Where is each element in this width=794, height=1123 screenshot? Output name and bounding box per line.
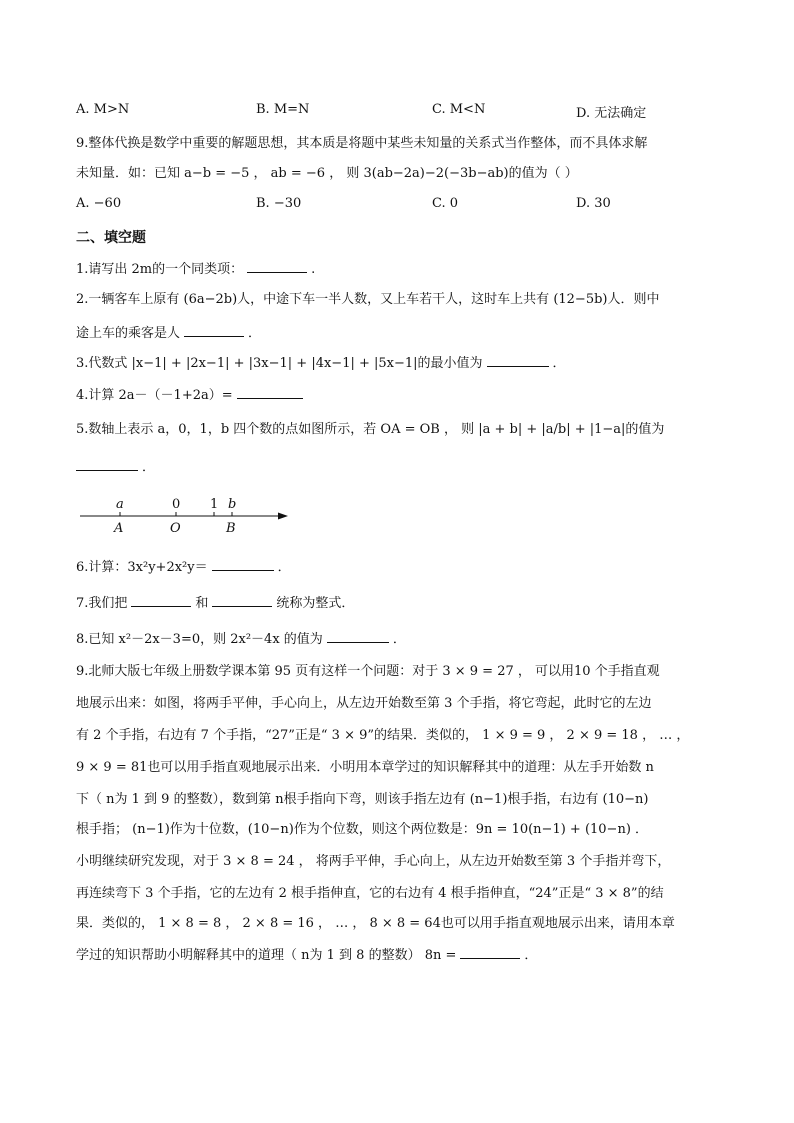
fill-q1: 1.请写出 2m的一个同类项： .	[76, 258, 315, 280]
option-c: C. 0	[432, 196, 459, 211]
fill-q9-text: 学过的知识帮助小明解释其中的道理（ n为 1 到 8 的整数） 8n =	[76, 948, 457, 963]
answer-blank[interactable]	[487, 352, 549, 367]
option-a: A. −60	[76, 196, 122, 211]
q9-line-2: 未知量．如：已知 a−b = −5 ， ab = −6 ， 则 3(ab−2a)−2(−3b−ab)的值为（ ）	[76, 166, 578, 181]
answer-blank[interactable]	[212, 592, 272, 607]
fill-q9-line: 9 × 9 = 81也可以用手指直观地展示出来．小明用本章学过的知识解释其中的道理：从左手开始数 n	[76, 760, 654, 775]
fill-q9-line: 地展示出来：如图，将两手平伸，手心向上，从左边开始数至第 3 个手指，将它弯起，此时它的左边	[76, 696, 652, 711]
fill-q8-text: 8.已知 x²－2x－3=0，则 2x²－4x 的值为	[76, 632, 323, 647]
answer-blank[interactable]	[184, 322, 244, 337]
answer-blank[interactable]	[247, 258, 307, 273]
fill-q7-text-a: 7.我们把	[76, 596, 128, 611]
fill-q4-text: 4.计算 2a－（－1+2a）=	[76, 388, 233, 403]
end-period: ．	[392, 632, 406, 647]
fill-q5-line1: 5.数轴上表示 a，0，1，b 四个数的点如图所示，若 OA = OB ， 则 |a + b| + |a/b| + |1−a|的值为	[76, 422, 665, 437]
fill-q7	[76, 592, 354, 614]
fill-q3	[76, 352, 566, 374]
answer-blank[interactable]	[327, 628, 389, 643]
end-period: ．	[142, 460, 156, 475]
option-b: B. −30	[256, 196, 302, 211]
fill-q9-line: 再连续弯下 3 个手指，它的左边有 2 根手指伸直，它的右边有 4 根手指伸直，“24”正是“ 3 × 8”的结	[76, 886, 664, 901]
answer-blank[interactable]	[131, 592, 191, 607]
answer-blank[interactable]	[76, 456, 138, 471]
fill-q2-text: 途上车的乘客是人	[76, 326, 181, 341]
answer-blank[interactable]	[237, 384, 303, 399]
fill-q6-text: 6.计算：3x²y+2x²y＝	[76, 560, 208, 575]
fill-q4	[76, 384, 307, 406]
fill-q9-line: 下（ n为 1 到 9 的整数），数到第 n根手指向下弯，则该手指左边有 (n−1)根手指，右边有 (10−n)	[76, 792, 649, 807]
label-zero: 0	[172, 497, 181, 512]
fill-q2-line2	[76, 322, 261, 344]
fill-q9-line: 9.北师大版七年级上册数学课本第 95 页有这样一个问题：对于 3 × 9 = 27 ， 可以用10 个手指直观	[76, 664, 660, 679]
end-period: ．	[552, 356, 566, 371]
answer-blank[interactable]	[212, 556, 274, 571]
option-a: A. M>N	[76, 102, 130, 117]
fill-q1-text: 1.请写出 2m的一个同类项：	[76, 262, 244, 277]
fill-q9-line: 根手指； (n−1)作为十位数，(10−n)作为个位数，则这个两位数是：9n = 10(n−1) + (10−n) ．	[76, 822, 649, 837]
label-point-o: O	[170, 521, 181, 536]
section-title: 二、填空题	[76, 230, 146, 246]
fill-q9-line: 有 2 个手指，右边有 7 个手指，“27”正是“ 3 × 9”的结果．类似的， 1 × 9 = 9 ， 2 × 9 = 18 ， … ，	[76, 728, 690, 743]
option-b: B. M=N	[256, 102, 310, 117]
fill-q6	[76, 556, 291, 578]
arrow-right-icon	[278, 513, 288, 520]
label-a: a	[116, 497, 124, 512]
label-point-a: A	[114, 521, 124, 536]
option-d: D. 30	[576, 196, 611, 211]
number-line-figure	[76, 494, 296, 536]
end-period: ．	[524, 948, 538, 963]
fill-q8	[76, 628, 406, 650]
fill-q9-line: 小明继续研究发现，对于 3 × 8 = 24 ， 将两手平伸，手心向上，从左边开始数至第 3 个手指并弯下，	[76, 854, 671, 869]
label-b: b	[228, 497, 237, 512]
end-period: ．	[248, 326, 262, 341]
label-one: 1	[210, 497, 219, 512]
label-point-b: B	[226, 521, 236, 536]
fill-q7-text-b: 和	[195, 596, 209, 611]
answer-blank[interactable]	[460, 944, 520, 959]
fill-q3-text: 3.代数式 |x−1| + |2x−1| + |3x−1| + |4x−1| + |5x−1|的最小值为	[76, 356, 483, 371]
fill-q7-text-c: 统称为整式．	[276, 596, 355, 611]
end-period: ．	[277, 560, 291, 575]
q9-line-1: 9.整体代换是数学中重要的解题思想，其本质是将题中某些未知量的关系式当作整体，而不具体求解	[76, 136, 648, 151]
fill-q5-line2	[76, 456, 155, 478]
option-c: C. M<N	[432, 102, 486, 117]
fill-q9-last	[76, 944, 537, 966]
fill-q9-line: 果．类似的， 1 × 8 = 8 ， 2 × 8 = 16 ， … ， 8 × 8 = 64也可以用手指直观地展示出来，请用本章	[76, 916, 675, 931]
fill-q2-line1: 2.一辆客车上原有 (6a−2b)人，中途下车一半人数，又上车若干人，这时车上共有 (12−5b)人．则中	[76, 292, 660, 307]
option-d: D. 无法确定	[576, 106, 647, 121]
